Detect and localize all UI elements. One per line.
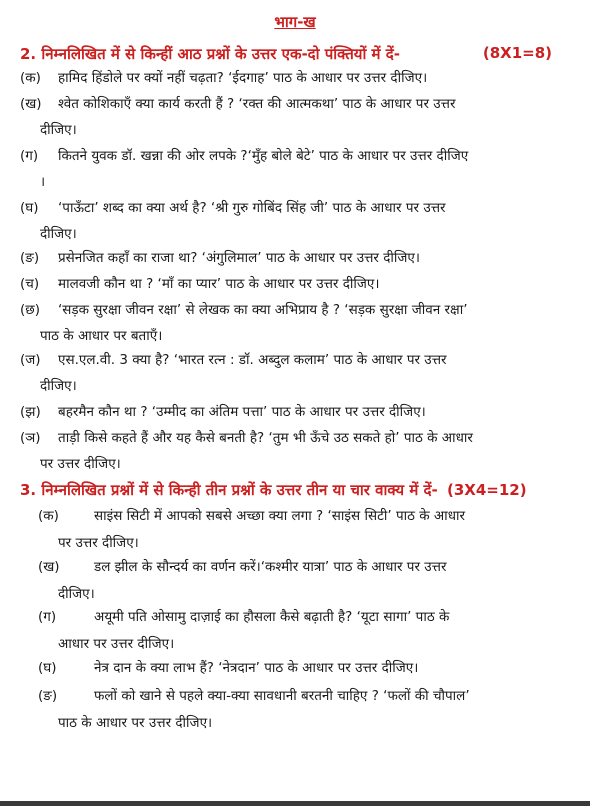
question-3-title: [20, 480, 580, 500]
question-2-item-text: प्रसेनजित कहाँ का राजा था? ‘अंगुलिमाल’ पाठ के आधार पर उत्तर दीजिए।: [58, 250, 420, 266]
question-2-item-text: ।: [40, 174, 46, 190]
question-3-item-text: फलों को खाने से पहले क्या-क्या सावधानी बरतनी चाहिए ? ‘फलों की चौपाल’: [94, 688, 470, 704]
question-2-item-label: (ज): [20, 352, 41, 368]
question-2-item-label: (घ): [20, 200, 39, 216]
question-3-marks: (3X4=12): [446, 481, 527, 499]
question-2-item-text: दीजिए।: [40, 226, 77, 242]
question-3-item-text: पाठ के आधार पर उत्तर दीजिए।: [58, 715, 213, 731]
question-2-title-text: 2. निम्नलिखित में से किन्हीं आठ प्रश्नों के उत्तर एक-दो पंक्तियों में दें-: [20, 45, 400, 63]
question-3-title-text: 3. निम्नलिखित प्रश्नों में से किन्ही तीन प्रश्नों के उत्तर तीन या चार वाक्य में दें-: [20, 481, 438, 499]
question-2-item-label: (क): [20, 70, 41, 86]
question-2-item-text: मालवजी कौन था ? ‘माँ का प्यार’ पाठ के आधार पर उत्तर दीजिए।: [58, 276, 380, 292]
question-2-item-text: पाठ के आधार पर बताएँ।: [40, 328, 163, 344]
question-2-item-text: दीजिए।: [40, 122, 77, 138]
question-3-item-label: (ग): [38, 609, 57, 625]
question-2-item-text: दीजिए।: [40, 378, 77, 394]
question-2-item-text: श्वेत कोशिकाएँ क्या कार्य करती हैं ? ‘रक्त की आत्मकथा’ पाठ के आधार पर उत्तर: [58, 96, 456, 112]
question-2-item-label: (ख): [20, 96, 42, 112]
question-2-item-label: (झ): [20, 404, 41, 420]
question-3-item-text: नेत्र दान के क्या लाभ हैं? ‘नेत्रदान’ पाठ के आधार पर उत्तर दीजिए।: [94, 660, 419, 676]
question-2-item-text: एस.एल.वी. 3 क्या है? ‘भारत रत्न : डॉ. अब्दुल कलाम’ पाठ के आधार पर उत्तर: [58, 352, 447, 368]
question-2-item-text: पर उत्तर दीजिए।: [40, 456, 121, 472]
question-2-title: [20, 44, 580, 64]
question-2-item-text: ताड़ी किसे कहते हैं और यह कैसे बनती है? ‘तुम भी ऊँचे उठ सकते हो’ पाठ के आधार: [58, 430, 473, 446]
question-3-item-label: (ङ): [38, 688, 58, 704]
question-2-item-text: हामिद हिंडोले पर क्यों नहीं चढ़ता? ‘ईदगाह’ पाठ के आधार पर उत्तर दीजिए।: [58, 70, 428, 86]
question-3-item-text: पर उत्तर दीजिए।: [58, 535, 139, 551]
question-2-item-label: (ङ): [20, 250, 40, 266]
question-2-item-label: (ग): [20, 148, 39, 164]
question-2-marks: (8X1=8): [482, 44, 552, 62]
question-2-item-text: ‘सड़क सुरक्षा जीवन रक्षा’ से लेखक का क्या अभिप्राय है ? ‘सड़क सुरक्षा जीवन रक्षा’: [58, 302, 468, 318]
section-heading: भाग-ख: [274, 13, 316, 31]
question-3-item-text: साइंस सिटी में आपको सबसे अच्छा क्या लगा ? ‘साइंस सिटी’ पाठ के आधार: [94, 508, 466, 524]
question-3-item-label: (घ): [38, 660, 57, 676]
question-3-item-text: आधार पर उत्तर दीजिए।: [58, 636, 175, 652]
question-3-item-text: डल झील के सौन्दर्य का वर्णन करें।‘कश्मीर यात्रा’ पाठ के आधार पर उत्तर: [94, 559, 447, 575]
question-2-item-text: ‘पाऊँटा’ शब्द का क्या अर्थ है? ‘श्री गुरु गोबिंद सिंह जी’ पाठ के आधार पर उत्तर: [58, 200, 446, 216]
question-2-item-label: (छ): [20, 302, 40, 318]
question-2-item-text: कितने युवक डॉ. खन्ना की ओर लपके ?‘मुँह बोले बेटे’ पाठ के आधार पर उत्तर दीजिए: [58, 148, 469, 164]
question-3-item-label: (ख): [38, 559, 60, 575]
question-2-item-text: बहरमैन कौन था ? ‘उम्मीद का अंतिम पत्ता’ पाठ के आधार पर उत्तर दीजिए।: [58, 404, 426, 420]
question-3-item-text: दीजिए।: [58, 586, 95, 602]
question-3-item-text: अयूमी पति ओसामु दाज़ाई का हौसला कैसे बढ़ाती है? ‘यूटा सागा’ पाठ के: [94, 609, 450, 625]
question-3-item-label: (क): [38, 508, 59, 524]
question-2-item-label: (च): [20, 276, 40, 292]
bottom-border: [0, 801, 590, 806]
question-2-item-label: (ञ): [20, 430, 41, 446]
